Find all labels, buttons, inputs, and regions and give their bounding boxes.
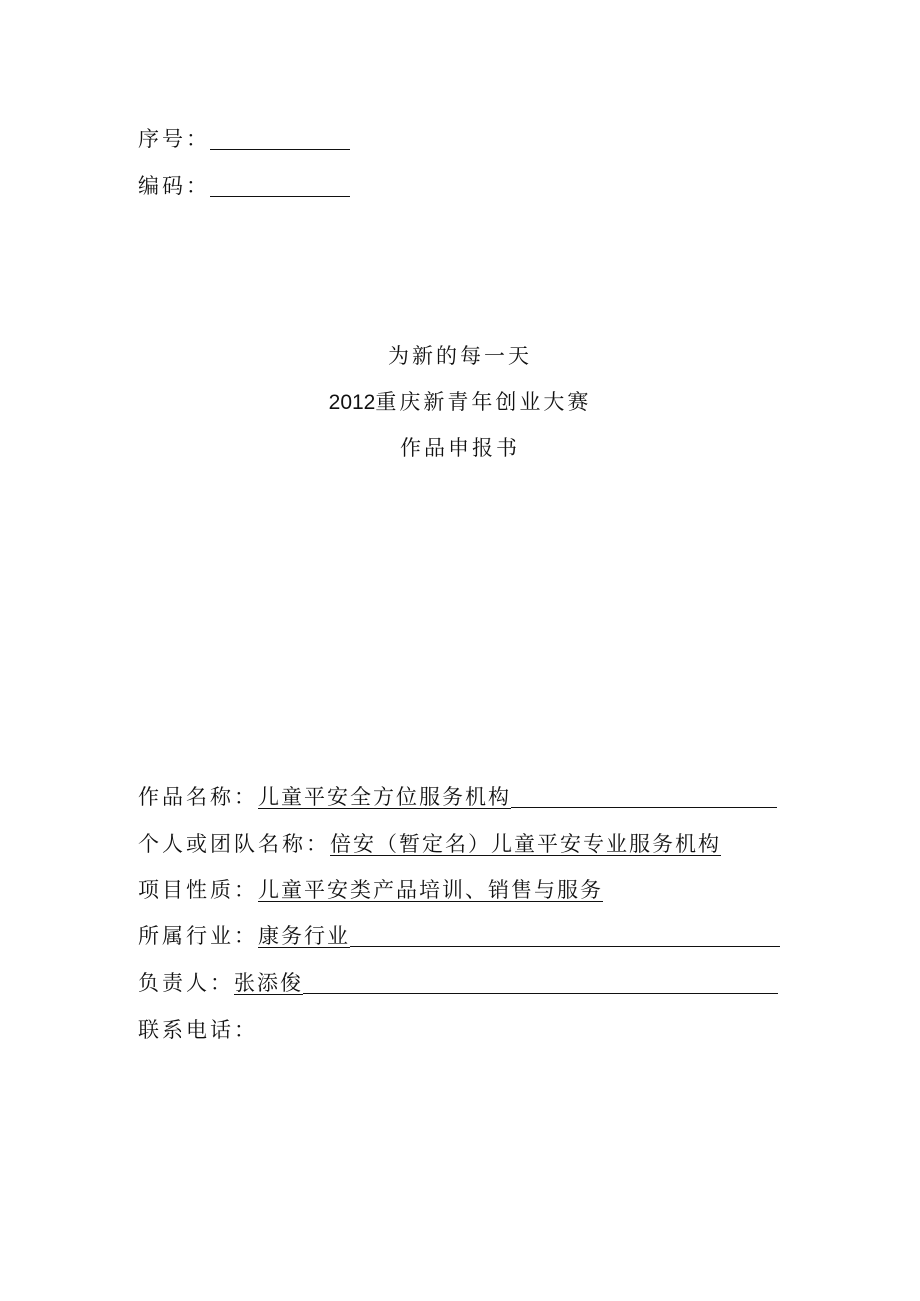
code-label: 编码： [138,174,210,198]
leader-label: 负责人： [138,971,234,995]
project-nature-label: 项目性质： [138,878,258,902]
code-blank [210,195,350,197]
team-name-field [138,830,721,858]
work-name-value: 儿童平安全方位服务机构 [258,785,511,809]
industry-field [138,922,780,950]
work-name-field [138,783,777,811]
team-name-value: 倍安（暂定名）儿童平安专业服务机构 [330,832,721,856]
leader-field [138,969,778,997]
team-name-label: 个人或团队名称： [138,832,330,856]
project-nature-field [138,876,603,904]
work-name-blank [511,806,777,808]
phone-label: 联系电话： [138,1018,258,1042]
leader-value: 张添俊 [234,971,303,995]
title-line-1: 为新的每一天 [388,344,532,368]
serial-number-label: 序号： [138,127,210,151]
title-line-3: 作品申报书 [400,436,520,460]
serial-number-blank [210,148,350,150]
serial-number-field [138,125,350,153]
code-field [138,172,350,200]
work-name-label: 作品名称： [138,785,258,809]
leader-blank [303,992,778,994]
title-year: 2012 [328,391,376,414]
project-nature-value: 儿童平安类产品培训、销售与服务 [258,878,603,902]
industry-blank [350,945,780,947]
title-line-2 [0,388,920,417]
phone-field [138,1016,258,1044]
industry-value: 康务行业 [258,924,350,948]
industry-label: 所属行业： [138,924,258,948]
title-contest-name: 重庆新青年创业大赛 [375,390,592,414]
